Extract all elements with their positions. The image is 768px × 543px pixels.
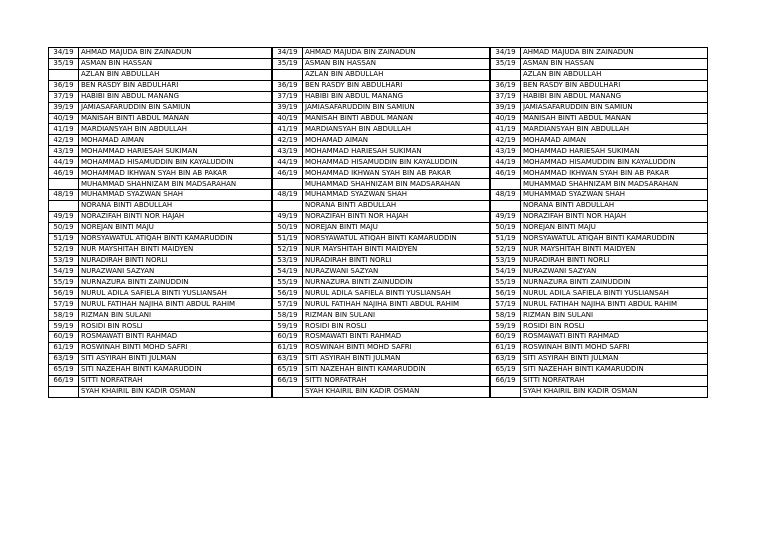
student-name-cell: SITI NAZEHAH BINTI KAMARUDDIN	[521, 364, 708, 375]
student-name-cell: NORANA BINTI ABDULLAH	[79, 200, 272, 211]
student-name-cell: NOREJAN BINTI MAJU	[303, 222, 490, 233]
table-row	[49, 386, 272, 397]
table-row	[273, 353, 490, 364]
student-name-cell: ASMAN BIN HASSAN	[303, 58, 490, 69]
student-name-cell: NORAZIFAH BINTI NOR HAJAH	[521, 211, 708, 222]
table-row	[49, 189, 272, 200]
table-row	[491, 124, 708, 135]
table-row	[49, 233, 272, 244]
register-number-cell: 58/19	[49, 310, 79, 321]
register-number-cell: 39/19	[491, 102, 521, 113]
register-number-cell	[491, 69, 521, 80]
register-number-cell	[491, 179, 521, 190]
table-row	[491, 80, 708, 91]
register-number-cell: 58/19	[273, 310, 303, 321]
register-number-cell: 51/19	[491, 233, 521, 244]
register-number-cell: 46/19	[49, 168, 79, 179]
table-row	[49, 310, 272, 321]
register-number-cell	[273, 69, 303, 80]
register-number-cell: 61/19	[491, 342, 521, 353]
table-row	[49, 48, 272, 59]
table-row	[49, 255, 272, 266]
register-number-cell: 53/19	[491, 255, 521, 266]
student-name-cell: RIZMAN BIN SULANI	[303, 310, 490, 321]
table-row	[491, 48, 708, 59]
student-name-cell: NURAZWANI SAZYAN	[303, 266, 490, 277]
table-row	[273, 321, 490, 332]
student-name-cell: NORAZIFAH BINTI NOR HAJAH	[303, 211, 490, 222]
student-name-cell: MARDIANSYAH BIN ABDULLAH	[79, 124, 272, 135]
student-name-cell: SITI ASYIRAH BINTI JULMAN	[521, 353, 708, 364]
table-row	[273, 113, 490, 124]
register-number-cell	[491, 200, 521, 211]
student-name-cell: ROSIDI BIN ROSLI	[521, 321, 708, 332]
student-name-cell: JAMIASAFARUDDIN BIN SAMIUN	[521, 102, 708, 113]
register-number-cell: 40/19	[273, 113, 303, 124]
student-name-cell: RIZMAN BIN SULANI	[79, 310, 272, 321]
register-number-cell: 41/19	[49, 124, 79, 135]
student-name-cell: AZLAN BIN ABDULLAH	[79, 69, 272, 80]
student-name-cell: MANISAH BINTI ABDUL MANAN	[303, 113, 490, 124]
register-number-cell: 44/19	[273, 157, 303, 168]
table-row	[273, 58, 490, 69]
table-row	[491, 157, 708, 168]
table-row	[49, 146, 272, 157]
table-row	[491, 146, 708, 157]
table-row	[491, 342, 708, 353]
table-row	[273, 91, 490, 102]
register-number-cell: 34/19	[49, 48, 79, 59]
register-number-cell: 43/19	[49, 146, 79, 157]
table-row	[273, 146, 490, 157]
register-number-cell: 49/19	[273, 211, 303, 222]
table-row	[49, 222, 272, 233]
table-row	[273, 386, 490, 397]
student-name-cell: MUHAMMAD SYAZWAN SHAH	[521, 189, 708, 200]
student-name-cell: SYAH KHAIRIL BIN KADIR OSMAN	[303, 386, 490, 397]
register-number-cell: 41/19	[273, 124, 303, 135]
table-row	[491, 299, 708, 310]
table-row	[49, 168, 272, 179]
register-number-cell: 49/19	[491, 211, 521, 222]
student-name-cell: MOHAMMAD HISAMUDDIN BIN KAYALUDDIN	[303, 157, 490, 168]
roster-table-body	[49, 48, 272, 398]
student-name-cell: MOHAMMAD HISAMUDDIN BIN KAYALUDDIN	[521, 157, 708, 168]
register-number-cell: 66/19	[49, 375, 79, 386]
register-number-cell: 43/19	[273, 146, 303, 157]
table-row	[49, 157, 272, 168]
register-number-cell	[491, 386, 521, 397]
student-name-cell: BEN RASDY BIN ABDULHARI	[79, 80, 272, 91]
register-number-cell: 44/19	[49, 157, 79, 168]
table-row	[273, 48, 490, 59]
student-name-cell: ROSWINAH BINTI MOHD SAFRI	[521, 342, 708, 353]
table-row	[491, 222, 708, 233]
table-row	[273, 299, 490, 310]
table-row	[491, 102, 708, 113]
student-name-cell: ROSMAWATI BINTI RAHMAD	[79, 331, 272, 342]
register-number-cell: 57/19	[273, 299, 303, 310]
student-name-cell: MOHAMMAD HARIESAH SUKIMAN	[521, 146, 708, 157]
register-number-cell: 46/19	[491, 168, 521, 179]
student-name-cell: RIZMAN BIN SULANI	[521, 310, 708, 321]
student-name-cell: NURADIRAH BINTI NORLI	[521, 255, 708, 266]
student-name-cell: MUHAMMAD SHAHNIZAM BIN MADSARAHAN	[303, 179, 490, 190]
student-name-cell: NUR MAYSHITAH BINTI MAIDYEN	[79, 244, 272, 255]
student-name-cell: HABIBI BIN ABDUL MANANG	[79, 91, 272, 102]
register-number-cell: 51/19	[273, 233, 303, 244]
student-name-cell: SYAH KHAIRIL BIN KADIR OSMAN	[521, 386, 708, 397]
table-row	[491, 113, 708, 124]
table-row	[273, 102, 490, 113]
register-number-cell: 65/19	[273, 364, 303, 375]
register-number-cell: 60/19	[49, 331, 79, 342]
table-row	[49, 353, 272, 364]
register-number-cell	[49, 386, 79, 397]
table-row	[273, 135, 490, 146]
table-row	[273, 375, 490, 386]
register-number-cell: 46/19	[273, 168, 303, 179]
register-number-cell	[49, 200, 79, 211]
table-row	[273, 189, 490, 200]
table-row	[491, 277, 708, 288]
register-number-cell: 34/19	[273, 48, 303, 59]
register-number-cell: 44/19	[491, 157, 521, 168]
student-name-cell: MOHAMAD AIMAN	[79, 135, 272, 146]
student-name-cell: NUR MAYSHITAH BINTI MAIDYEN	[521, 244, 708, 255]
table-row	[491, 353, 708, 364]
table-row	[491, 375, 708, 386]
register-number-cell: 49/19	[49, 211, 79, 222]
student-name-cell: NURUL ADILA SAFIELA BINTI YUSLIANSAH	[303, 288, 490, 299]
table-row	[273, 80, 490, 91]
register-number-cell: 65/19	[49, 364, 79, 375]
table-row	[49, 80, 272, 91]
student-name-cell: NORSYAWATUL ATIQAH BINTI KAMARUDDIN	[303, 233, 490, 244]
student-name-cell: SITTI NORFATRAH	[79, 375, 272, 386]
table-row	[49, 244, 272, 255]
student-name-cell: ROSIDI BIN ROSLI	[303, 321, 490, 332]
table-row	[49, 124, 272, 135]
register-number-cell: 48/19	[49, 189, 79, 200]
student-name-cell: NURUL ADILA SAFIELA BINTI YUSLIANSAH	[79, 288, 272, 299]
table-row	[491, 135, 708, 146]
student-name-cell: AHMAD MAJUDA BIN ZAINADUN	[303, 48, 490, 59]
student-name-cell: MOHAMMAD HISAMUDDIN BIN KAYALUDDIN	[79, 157, 272, 168]
student-name-cell: SYAH KHAIRIL BIN KADIR OSMAN	[79, 386, 272, 397]
register-number-cell: 36/19	[491, 80, 521, 91]
register-number-cell: 43/19	[491, 146, 521, 157]
table-row	[49, 321, 272, 332]
table-row	[491, 211, 708, 222]
table-row	[49, 91, 272, 102]
student-name-cell: NOREJAN BINTI MAJU	[79, 222, 272, 233]
register-number-cell: 66/19	[491, 375, 521, 386]
table-row	[491, 255, 708, 266]
student-name-cell: BEN RASDY BIN ABDULHARI	[521, 80, 708, 91]
register-number-cell: 37/19	[49, 91, 79, 102]
register-number-cell: 35/19	[273, 58, 303, 69]
table-row	[273, 244, 490, 255]
student-name-cell: NURNAZURA BINTI ZAINUDDIN	[303, 277, 490, 288]
register-number-cell: 48/19	[273, 189, 303, 200]
student-name-cell: NORANA BINTI ABDULLAH	[303, 200, 490, 211]
table-row	[273, 288, 490, 299]
register-number-cell	[49, 69, 79, 80]
register-number-cell: 60/19	[491, 331, 521, 342]
student-name-cell: NOREJAN BINTI MAJU	[521, 222, 708, 233]
table-row	[491, 266, 708, 277]
register-number-cell: 54/19	[273, 266, 303, 277]
register-number-cell: 50/19	[491, 222, 521, 233]
table-row	[491, 244, 708, 255]
student-name-cell: NURAZWANI SAZYAN	[79, 266, 272, 277]
student-name-cell: SITI ASYIRAH BINTI JULMAN	[303, 353, 490, 364]
table-row	[491, 91, 708, 102]
register-number-cell: 40/19	[49, 113, 79, 124]
student-name-cell: NORAZIFAH BINTI NOR HAJAH	[79, 211, 272, 222]
register-number-cell	[273, 200, 303, 211]
roster-table-3	[490, 47, 708, 398]
register-number-cell: 57/19	[491, 299, 521, 310]
register-number-cell: 54/19	[491, 266, 521, 277]
register-number-cell	[49, 179, 79, 190]
table-row	[49, 342, 272, 353]
register-number-cell: 37/19	[491, 91, 521, 102]
register-number-cell: 66/19	[273, 375, 303, 386]
student-name-cell: MUHAMMAD SHAHNIZAM BIN MADSARAHAN	[521, 179, 708, 190]
student-name-cell: NORSYAWATUL ATIQAH BINTI KAMARUDDIN	[79, 233, 272, 244]
roster-table-body	[491, 48, 708, 398]
table-row	[49, 364, 272, 375]
student-name-cell: HABIBI BIN ABDUL MANANG	[303, 91, 490, 102]
student-name-cell: AHMAD MAJUDA BIN ZAINADUN	[79, 48, 272, 59]
student-name-cell: NURNAZURA BINTI ZAINUDDIN	[521, 277, 708, 288]
register-number-cell: 59/19	[491, 321, 521, 332]
register-number-cell: 56/19	[273, 288, 303, 299]
student-name-cell: MOHAMMAD IKHWAN SYAH BIN AB PAKAR	[79, 168, 272, 179]
table-row	[49, 277, 272, 288]
register-number-cell: 35/19	[49, 58, 79, 69]
register-number-cell: 59/19	[273, 321, 303, 332]
register-number-cell: 61/19	[49, 342, 79, 353]
table-row	[273, 233, 490, 244]
student-name-cell: SITI NAZEHAH BINTI KAMARUDDIN	[303, 364, 490, 375]
register-number-cell: 63/19	[273, 353, 303, 364]
table-row	[273, 179, 490, 190]
student-name-cell: AHMAD MAJUDA BIN ZAINADUN	[521, 48, 708, 59]
register-number-cell: 36/19	[273, 80, 303, 91]
student-name-cell: MOHAMMAD HARIESAH SUKIMAN	[303, 146, 490, 157]
student-name-cell: MANISAH BINTI ABDUL MANAN	[79, 113, 272, 124]
register-number-cell: 63/19	[491, 353, 521, 364]
table-row	[49, 200, 272, 211]
table-row	[273, 211, 490, 222]
table-row	[491, 189, 708, 200]
student-name-cell: MOHAMMAD HARIESAH SUKIMAN	[79, 146, 272, 157]
register-number-cell: 34/19	[491, 48, 521, 59]
table-row	[49, 179, 272, 190]
student-name-cell: NURADIRAH BINTI NORLI	[303, 255, 490, 266]
table-row	[491, 288, 708, 299]
student-name-cell: MUHAMMAD SYAZWAN SHAH	[303, 189, 490, 200]
table-row	[49, 69, 272, 80]
register-number-cell: 41/19	[491, 124, 521, 135]
table-row	[273, 310, 490, 321]
register-number-cell: 56/19	[49, 288, 79, 299]
student-name-cell: BEN RASDY BIN ABDULHARI	[303, 80, 490, 91]
register-number-cell: 53/19	[273, 255, 303, 266]
student-name-cell: MUHAMMAD SYAZWAN SHAH	[79, 189, 272, 200]
student-name-cell: SITTI NORFATRAH	[521, 375, 708, 386]
table-row	[273, 342, 490, 353]
register-number-cell: 39/19	[273, 102, 303, 113]
student-name-cell: ROSMAWATI BINTI RAHMAD	[521, 331, 708, 342]
register-number-cell: 50/19	[273, 222, 303, 233]
register-number-cell: 39/19	[49, 102, 79, 113]
register-number-cell: 57/19	[49, 299, 79, 310]
student-name-cell: NORSYAWATUL ATIQAH BINTI KAMARUDDIN	[521, 233, 708, 244]
student-name-cell: MOHAMMAD IKHWAN SYAH BIN AB PAKAR	[303, 168, 490, 179]
table-row	[273, 266, 490, 277]
register-number-cell: 55/19	[49, 277, 79, 288]
student-name-cell: MOHAMAD AIMAN	[521, 135, 708, 146]
table-row	[491, 168, 708, 179]
student-name-cell: ASMAN BIN HASSAN	[521, 58, 708, 69]
student-name-cell: NURUL ADILA SAFIELA BINTI YUSLIANSAH	[521, 288, 708, 299]
student-name-cell: MARDIANSYAH BIN ABDULLAH	[303, 124, 490, 135]
register-number-cell: 52/19	[491, 244, 521, 255]
student-name-cell: NORANA BINTI ABDULLAH	[521, 200, 708, 211]
student-name-cell: ROSMAWATI BINTI RAHMAD	[303, 331, 490, 342]
student-name-cell: SITI NAZEHAH BINTI KAMARUDDIN	[79, 364, 272, 375]
table-row	[491, 386, 708, 397]
student-name-cell: ROSWINAH BINTI MOHD SAFRI	[303, 342, 490, 353]
table-row	[49, 102, 272, 113]
register-number-cell: 37/19	[273, 91, 303, 102]
table-row	[273, 69, 490, 80]
table-row	[49, 113, 272, 124]
register-number-cell: 42/19	[273, 135, 303, 146]
table-row	[49, 266, 272, 277]
student-name-cell: MUHAMMAD SHAHNIZAM BIN MADSARAHAN	[79, 179, 272, 190]
table-row	[491, 179, 708, 190]
register-number-cell: 50/19	[49, 222, 79, 233]
table-row	[491, 58, 708, 69]
table-row	[49, 375, 272, 386]
register-number-cell: 40/19	[491, 113, 521, 124]
roster-table-2	[272, 47, 490, 398]
table-row	[273, 255, 490, 266]
register-number-cell: 51/19	[49, 233, 79, 244]
student-name-cell: SITI ASYIRAH BINTI JULMAN	[79, 353, 272, 364]
student-name-cell: NURUL FATIHAH NAJIHA BINTI ABDUL RAHIM	[79, 299, 272, 310]
roster-sheet	[48, 47, 708, 398]
student-name-cell: ROSIDI BIN ROSLI	[79, 321, 272, 332]
register-number-cell: 55/19	[491, 277, 521, 288]
table-row	[49, 331, 272, 342]
student-name-cell: NURNAZURA BINTI ZAINUDDIN	[79, 277, 272, 288]
roster-table-1	[48, 47, 272, 398]
student-name-cell: HABIBI BIN ABDUL MANANG	[521, 91, 708, 102]
table-row	[273, 331, 490, 342]
table-row	[49, 211, 272, 222]
register-number-cell: 42/19	[49, 135, 79, 146]
register-number-cell	[273, 386, 303, 397]
register-number-cell: 58/19	[491, 310, 521, 321]
register-number-cell: 65/19	[491, 364, 521, 375]
student-name-cell: JAMIASAFARUDDIN BIN SAMIUN	[303, 102, 490, 113]
student-name-cell: AZLAN BIN ABDULLAH	[521, 69, 708, 80]
table-row	[491, 364, 708, 375]
table-row	[491, 321, 708, 332]
table-row	[491, 69, 708, 80]
student-name-cell: MOHAMMAD IKHWAN SYAH BIN AB PAKAR	[521, 168, 708, 179]
student-name-cell: ROSWINAH BINTI MOHD SAFRI	[79, 342, 272, 353]
table-row	[491, 310, 708, 321]
table-row	[49, 288, 272, 299]
register-number-cell: 35/19	[491, 58, 521, 69]
table-row	[273, 364, 490, 375]
table-row	[273, 277, 490, 288]
register-number-cell: 54/19	[49, 266, 79, 277]
student-name-cell: AZLAN BIN ABDULLAH	[303, 69, 490, 80]
table-row	[49, 135, 272, 146]
register-number-cell: 61/19	[273, 342, 303, 353]
table-row	[273, 157, 490, 168]
register-number-cell: 48/19	[491, 189, 521, 200]
register-number-cell: 55/19	[273, 277, 303, 288]
student-name-cell: NURUL FATIHAH NAJIHA BINTI ABDUL RAHIM	[521, 299, 708, 310]
register-number-cell: 52/19	[49, 244, 79, 255]
register-number-cell: 53/19	[49, 255, 79, 266]
register-number-cell	[273, 179, 303, 190]
register-number-cell: 56/19	[491, 288, 521, 299]
table-row	[273, 222, 490, 233]
register-number-cell: 59/19	[49, 321, 79, 332]
register-number-cell: 63/19	[49, 353, 79, 364]
table-row	[273, 124, 490, 135]
roster-table-body	[273, 48, 490, 398]
table-row	[491, 200, 708, 211]
student-name-cell: MOHAMAD AIMAN	[303, 135, 490, 146]
student-name-cell: NURADIRAH BINTI NORLI	[79, 255, 272, 266]
student-name-cell: NURUL FATIHAH NAJIHA BINTI ABDUL RAHIM	[303, 299, 490, 310]
register-number-cell: 60/19	[273, 331, 303, 342]
table-row	[273, 168, 490, 179]
table-row	[491, 233, 708, 244]
table-row	[49, 58, 272, 69]
student-name-cell: SITTI NORFATRAH	[303, 375, 490, 386]
table-row	[273, 200, 490, 211]
table-row	[491, 331, 708, 342]
student-name-cell: ASMAN BIN HASSAN	[79, 58, 272, 69]
student-name-cell: MARDIANSYAH BIN ABDULLAH	[521, 124, 708, 135]
table-row	[49, 299, 272, 310]
register-number-cell: 36/19	[49, 80, 79, 91]
register-number-cell: 52/19	[273, 244, 303, 255]
student-name-cell: JAMIASAFARUDDIN BIN SAMIUN	[79, 102, 272, 113]
student-name-cell: NUR MAYSHITAH BINTI MAIDYEN	[303, 244, 490, 255]
register-number-cell: 42/19	[491, 135, 521, 146]
student-name-cell: NURAZWANI SAZYAN	[521, 266, 708, 277]
student-name-cell: MANISAH BINTI ABDUL MANAN	[521, 113, 708, 124]
